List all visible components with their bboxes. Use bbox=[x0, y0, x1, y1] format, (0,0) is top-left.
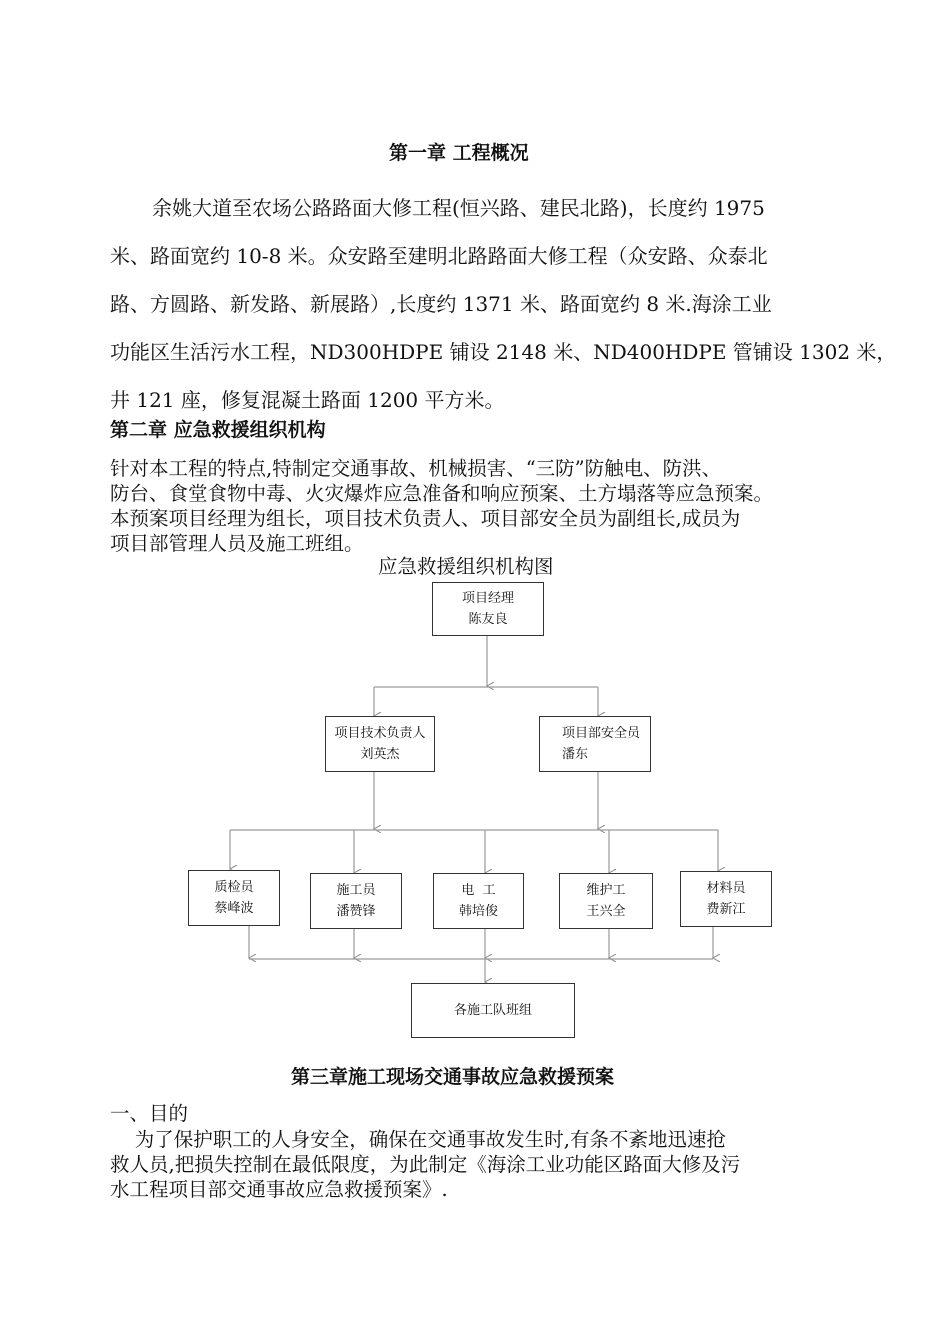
chapter2-line: 防台、食堂食物中毒、火灾爆炸应急准备和响应预案、土方塌落等应急预案。 bbox=[110, 482, 774, 505]
chapter3-line: 水工程项目部交通事故应急救援预案》. bbox=[110, 1178, 448, 1201]
org-box-role: 质检员 bbox=[214, 880, 254, 895]
chapter2-title: 第二章 应急救援组织机构 bbox=[110, 419, 326, 441]
chapter3-title: 第三章施工现场交通事故应急救援预案 bbox=[291, 1066, 615, 1088]
chapter2-line: 针对本工程的特点,特制定交通事故、机械损害、“三防”防触电、防洪、 bbox=[110, 457, 722, 480]
org-box-teams bbox=[411, 983, 575, 1038]
section1-title: 一、目的 bbox=[110, 1102, 189, 1125]
org-box-role: 项目部安全员 bbox=[562, 726, 641, 741]
org-box-name: 王兴全 bbox=[586, 904, 626, 919]
org-box-name: 费新江 bbox=[706, 902, 746, 917]
org-box-label: 各施工队班组 bbox=[453, 1003, 532, 1018]
org-box-tech-lead bbox=[325, 716, 435, 772]
chapter3-line: 救人员,把损失控制在最低限度，为此制定《海涂工业功能区路面大修及污 bbox=[110, 1153, 741, 1176]
chapter3-line: 为了保护职工的人身安全，确保在交通事故发生时,有条不紊地迅速抢 bbox=[110, 1128, 726, 1151]
org-box-role: 项目技术负责人 bbox=[334, 726, 426, 741]
chapter1-line: 路、方圆路、新发路、新展路）,长度约 1371 米、路面宽约 8 米.海涂工业 bbox=[110, 292, 772, 316]
org-box-role: 电 工 bbox=[461, 883, 496, 898]
chapter2-line: 本预案项目经理为组长，项目技术负责人、项目部安全员为副组长,成员为 bbox=[110, 507, 741, 530]
org-box-role: 施工员 bbox=[336, 883, 376, 898]
chapter2-line: 项目部管理人员及施工班组。 bbox=[110, 532, 364, 555]
org-chart-title: 应急救援组织机构图 bbox=[378, 555, 554, 578]
org-box-member bbox=[433, 873, 524, 929]
org-box-role: 材料员 bbox=[706, 881, 746, 896]
org-box-safety-officer bbox=[539, 716, 651, 772]
chapter1-title: 第一章 工程概况 bbox=[389, 142, 529, 164]
org-box-name: 潘赞锋 bbox=[336, 904, 376, 919]
org-box-member bbox=[310, 873, 402, 929]
org-box-manager bbox=[432, 582, 544, 636]
org-box-member bbox=[188, 870, 280, 926]
org-box-role: 项目经理 bbox=[461, 591, 514, 606]
chapter1-line: 米、路面宽约 10-8 米。众安路至建明北路路面大修工程（众安路、众泰北 bbox=[110, 244, 768, 268]
org-box-member bbox=[680, 871, 772, 927]
org-box-name: 蔡峰波 bbox=[214, 901, 254, 916]
chapter1-line: 功能区生活污水工程，ND300HDPE 铺设 2148 米、ND400HDPE 管铺设 1302 米， bbox=[110, 340, 897, 364]
chapter1-line: 井 121 座，修复混凝土路面 1200 平方米。 bbox=[110, 388, 505, 412]
org-box-role: 维护工 bbox=[586, 883, 626, 898]
org-box-name: 陈友良 bbox=[468, 612, 508, 627]
org-box-name: 韩培俊 bbox=[458, 904, 498, 919]
org-box-name: 刘英杰 bbox=[360, 747, 400, 762]
org-box-name: 潘东 bbox=[562, 747, 589, 762]
chapter1-line: 余姚大道至农场公路路面大修工程(恒兴路、建民北路)，长度约 1975 bbox=[152, 196, 765, 220]
org-box-member bbox=[559, 873, 653, 929]
